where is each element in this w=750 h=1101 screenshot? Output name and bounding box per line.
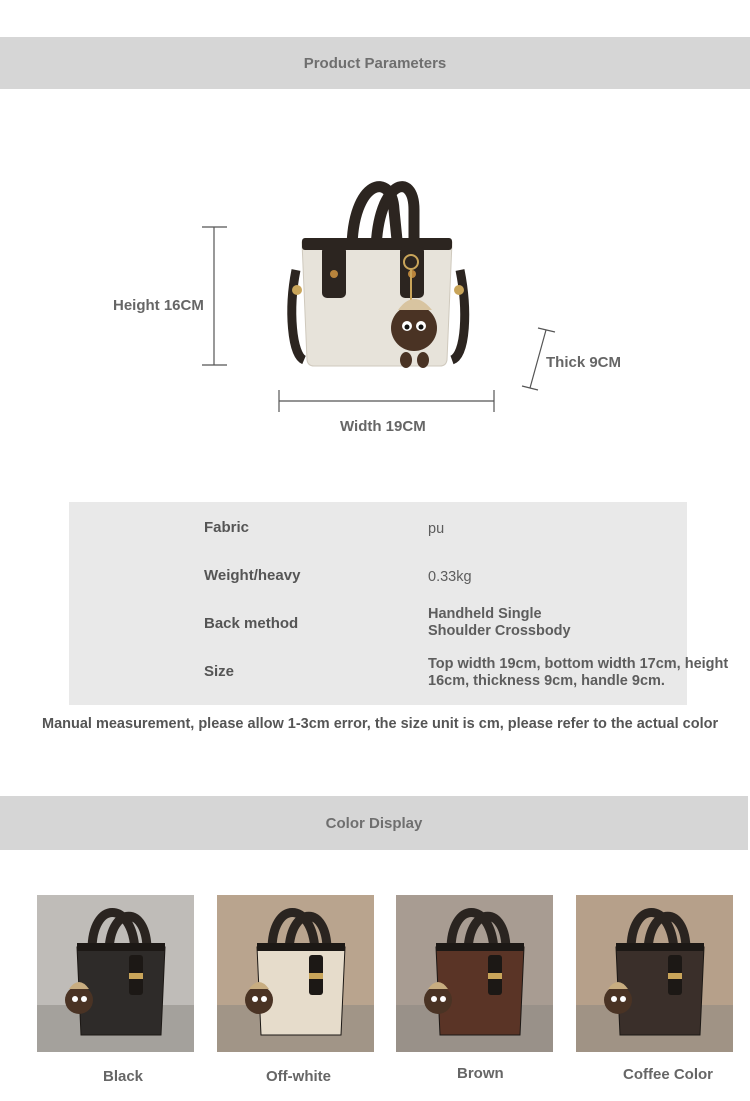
param-value-size bbox=[428, 656, 743, 690]
section-title: Product Parameters bbox=[303, 54, 447, 72]
color-swatch-coffee-color[interactable] bbox=[576, 895, 733, 1052]
param-value-line: Shoulder Crossbody bbox=[428, 623, 571, 639]
color-swatch-black[interactable] bbox=[37, 895, 194, 1052]
height-bracket bbox=[202, 227, 227, 365]
section-title: Color Display bbox=[325, 814, 423, 832]
measurement-note: Manual measurement, please allow 1-3cm error, the size unit is cm, please refer to the actual color bbox=[42, 716, 719, 732]
section-header-color-display bbox=[0, 796, 748, 850]
param-value-line: Handheld Single bbox=[428, 606, 542, 622]
color-swatch-off-white[interactable] bbox=[217, 895, 374, 1052]
section-header-product-parameters bbox=[0, 37, 750, 89]
color-label-brown: Brown bbox=[457, 1065, 504, 1082]
param-value-weight: 0.33kg bbox=[428, 569, 472, 585]
bag-photo bbox=[37, 895, 194, 1052]
width-bracket bbox=[279, 390, 494, 412]
height-label: Height 16CM bbox=[113, 297, 204, 314]
param-label-weight: Weight/heavy bbox=[204, 567, 301, 584]
param-label-fabric: Fabric bbox=[204, 519, 250, 536]
param-value-back-method bbox=[428, 606, 571, 640]
param-label-back-method: Back method bbox=[204, 615, 299, 632]
param-label-size: Size bbox=[204, 663, 235, 680]
param-value-line: Top width 19cm, bottom width 17cm, height bbox=[428, 656, 729, 672]
color-label-coffee: Coffee Color bbox=[623, 1066, 713, 1083]
param-value-fabric: pu bbox=[428, 521, 445, 537]
param-value-line: 16cm, thickness 9cm, handle 9cm. bbox=[428, 673, 665, 689]
bag-photo bbox=[396, 895, 553, 1052]
bag-photo bbox=[576, 895, 733, 1052]
color-label-black: Black bbox=[103, 1068, 144, 1085]
width-label: Width 19CM bbox=[340, 418, 426, 435]
thickness-label: Thick 9CM bbox=[546, 354, 622, 371]
bag-image bbox=[292, 187, 465, 368]
color-swatch-brown[interactable] bbox=[396, 895, 553, 1052]
color-label-off-white: Off-white bbox=[266, 1068, 331, 1085]
bag-photo bbox=[217, 895, 374, 1052]
